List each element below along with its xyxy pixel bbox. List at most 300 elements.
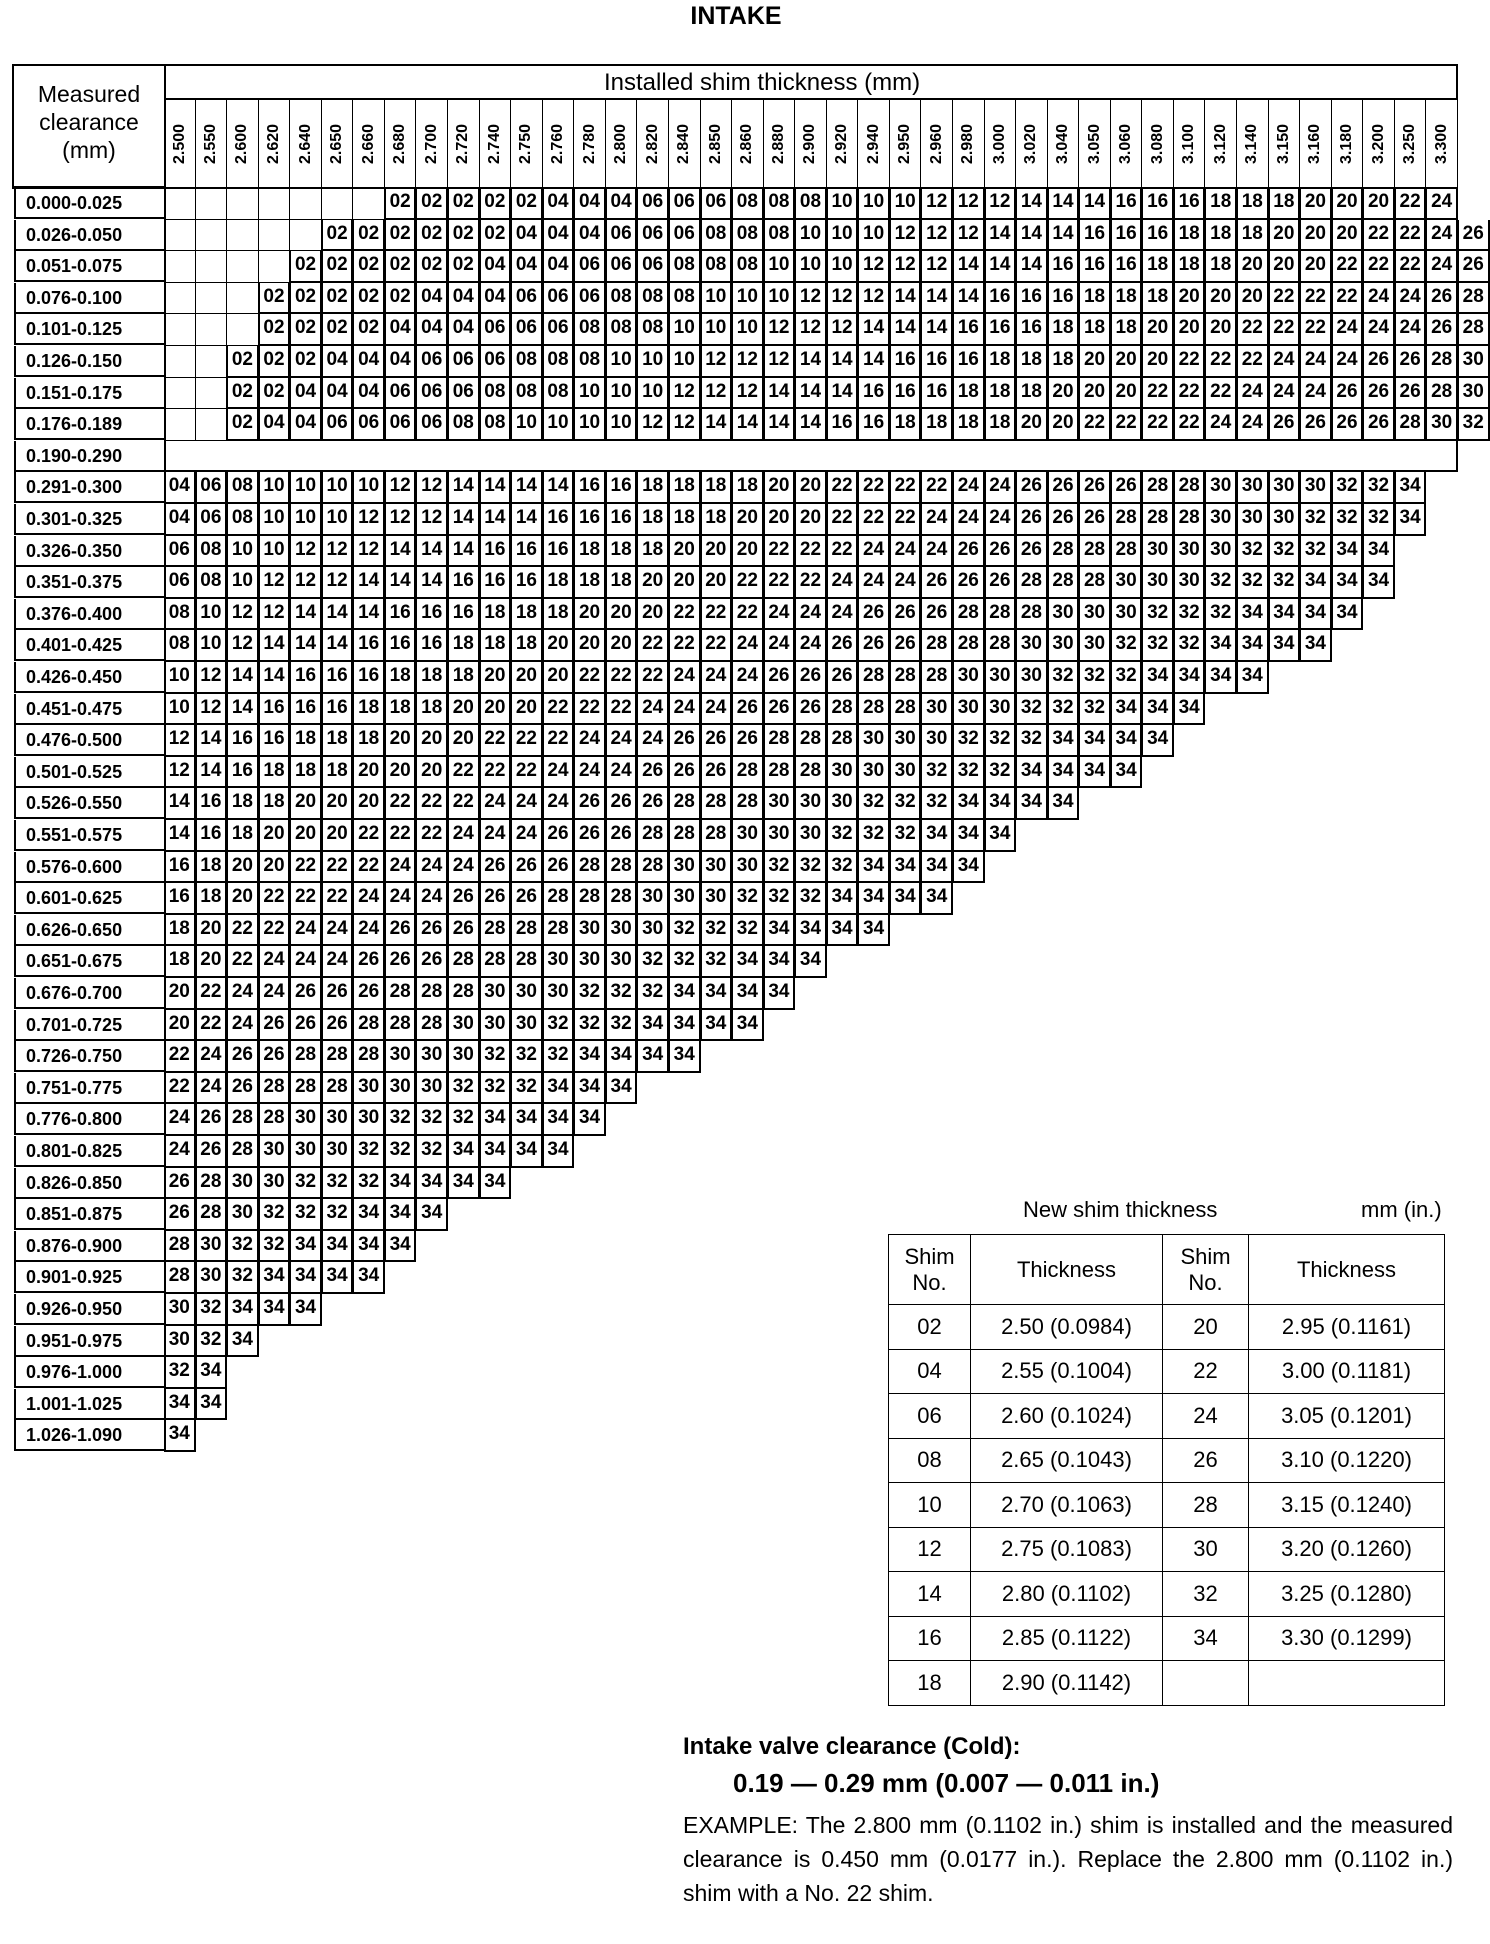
table-cell: 16 [480,536,512,568]
table-cell: 32 [448,1104,480,1136]
table-cell [196,378,228,410]
table-cell: 06 [669,220,701,252]
table-cell: 22 [511,725,543,757]
table-cell: 28 [353,1010,385,1042]
table-cell: 30 [322,1136,354,1168]
table-cell: 04 [448,283,480,315]
table-cell: 06 [448,378,480,410]
table-cell: 02 [290,314,322,346]
table-cell: 18 [1142,251,1174,283]
table-cell: 34 [701,978,733,1010]
table-cell: 34 [480,1136,512,1168]
table-cell: 26 [1363,409,1395,441]
table-cell: 20 [385,725,417,757]
table-cell: 22 [1111,409,1143,441]
column-header [827,100,859,188]
table-cell: 14 [448,472,480,504]
table-cell: 16 [985,314,1017,346]
column-header [732,100,764,188]
table-cell: 18 [164,915,196,947]
table-cell: 22 [1332,283,1364,315]
table-cell: 14 [196,757,228,789]
table-cell: 16 [385,599,417,631]
table-cell: 34 [1363,536,1395,568]
table-cell: 28 [480,915,512,947]
table-cell: 34 [953,788,985,820]
table-cell: 26 [606,820,638,852]
column-header-label: 2.850 [706,123,724,165]
table-cell [164,346,196,378]
table-cell: 24 [858,567,890,599]
table-cell: 28 [543,915,575,947]
row-label: 0.501-0.525 [14,757,166,788]
table-cell: 26 [385,915,417,947]
table-cell: 26 [543,820,575,852]
table-cell: 22 [1395,251,1427,283]
table-cell: 16 [196,820,228,852]
table-cell: 34 [1395,504,1427,536]
table-cell: 18 [416,694,448,726]
table-cell: 02 [259,314,291,346]
table-cell: 16 [259,694,291,726]
table-cell: 34 [1079,757,1111,789]
table-cell: 06 [669,188,701,220]
table-cell: 28 [543,883,575,915]
table-cell: 26 [1332,378,1364,410]
table-cell [259,188,291,220]
table-cell: 10 [732,283,764,315]
table-cell: 04 [290,378,322,410]
table-cell: 26 [385,946,417,978]
table-cell: 16 [1079,251,1111,283]
table-cell: 24 [480,788,512,820]
table-cell: 14 [1016,220,1048,252]
table-cell: 02 [322,251,354,283]
table-cell: 30 [637,915,669,947]
table-cell: 20 [1300,251,1332,283]
table-cell: 32 [1079,662,1111,694]
table-cell: 30 [543,946,575,978]
table-cell: 04 [543,251,575,283]
column-header-label: 2.500 [170,123,188,165]
table-cell: 28 [448,946,480,978]
table-cell: 34 [227,1326,259,1358]
table-cell: 20 [574,599,606,631]
row-label: 1.001-1.025 [14,1389,166,1420]
column-header-label: 2.640 [296,123,314,165]
table-cell: 04 [290,409,322,441]
table-cell: 22 [259,883,291,915]
table-cell: 24 [921,536,953,568]
table-cell: 16 [953,314,985,346]
column-header-label: 3.080 [1148,123,1166,165]
table-cell: 10 [795,220,827,252]
shim-number-cell: 26 [1163,1438,1249,1483]
table-cell: 12 [921,220,953,252]
table-cell: 20 [448,725,480,757]
table-cell: 16 [385,630,417,662]
table-cell: 28 [732,757,764,789]
table-cell: 08 [196,536,228,568]
column-header-label: 2.960 [927,123,945,165]
table-cell: 30 [701,852,733,884]
table-cell: 26 [416,915,448,947]
table-cell: 14 [227,694,259,726]
table-cell: 34 [637,1041,669,1073]
table-cell: 06 [574,283,606,315]
table-cell: 02 [385,283,417,315]
header-thickness-2: Thickness [1249,1235,1445,1305]
table-cell: 30 [385,1041,417,1073]
row-label: 0.351-0.375 [14,567,166,598]
table-cell: 22 [574,662,606,694]
table-cell: 20 [164,1010,196,1042]
table-cell: 26 [1395,378,1427,410]
table-cell: 20 [1142,314,1174,346]
table-cell: 18 [416,662,448,694]
table-cell [196,283,228,315]
table-cell: 06 [385,378,417,410]
table-cell: 30 [574,915,606,947]
table-cell: 34 [732,1010,764,1042]
table-cell: 14 [858,314,890,346]
table-cell: 22 [1142,409,1174,441]
table-cell: 26 [574,788,606,820]
column-header [574,100,606,188]
table-cell: 18 [1111,283,1143,315]
table-cell: 34 [858,915,890,947]
table-cell: 24 [1363,283,1395,315]
table-cell: 32 [1048,694,1080,726]
table-cell: 24 [1300,346,1332,378]
table-cell: 26 [196,1104,228,1136]
row-label: 0.976-1.000 [14,1357,166,1388]
table-cell [259,251,291,283]
table-cell: 20 [511,662,543,694]
table-cell: 34 [1205,662,1237,694]
table-cell: 32 [574,1010,606,1042]
table-cell: 16 [1048,283,1080,315]
table-cell: 20 [1048,378,1080,410]
table-cell: 34 [1048,757,1080,789]
table-cell: 24 [637,725,669,757]
table-cell: 32 [732,883,764,915]
table-cell: 04 [322,378,354,410]
table-cell: 02 [511,188,543,220]
table-cell: 18 [985,409,1017,441]
table-cell: 26 [795,662,827,694]
table-cell: 06 [606,220,638,252]
column-header [353,100,385,188]
table-cell: 24 [448,820,480,852]
table-cell: 16 [1079,220,1111,252]
table-cell: 32 [322,1199,354,1231]
table-cell: 30 [1174,536,1206,568]
table-cell: 30 [795,820,827,852]
table-cell: 26 [1458,251,1490,283]
table-cell: 04 [448,314,480,346]
table-cell: 24 [921,504,953,536]
table-cell: 06 [416,409,448,441]
table-cell: 26 [480,852,512,884]
table-cell: 32 [858,788,890,820]
column-header-label: 2.840 [675,123,693,165]
table-cell: 34 [764,946,796,978]
table-cell: 10 [353,472,385,504]
table-cell: 18 [259,757,291,789]
empty-row [164,441,1458,473]
column-header-label: 2.860 [738,123,756,165]
table-cell: 28 [1395,409,1427,441]
table-cell: 14 [827,346,859,378]
table-cell [196,188,228,220]
table-cell: 34 [164,1420,196,1452]
column-header [1174,100,1206,188]
table-cell: 12 [227,630,259,662]
table-cell: 28 [953,599,985,631]
table-cell: 20 [322,788,354,820]
table-cell: 24 [164,1104,196,1136]
table-cell: 22 [353,820,385,852]
table-cell: 04 [511,220,543,252]
column-group-title: Installed shim thickness (mm) [604,69,921,96]
table-cell [164,409,196,441]
column-header-label: 3.040 [1053,123,1071,165]
table-cell: 22 [764,567,796,599]
table-cell: 34 [322,1262,354,1294]
shim-thickness-cell: 3.20 (0.1260) [1249,1527,1445,1572]
table-cell: 24 [416,883,448,915]
table-cell: 20 [1079,378,1111,410]
table-cell: 34 [1048,788,1080,820]
table-cell: 26 [1426,314,1458,346]
table-cell: 24 [732,662,764,694]
table-cell: 30 [1458,378,1490,410]
table-cell: 02 [290,283,322,315]
table-cell: 16 [259,725,291,757]
table-cell: 34 [953,820,985,852]
table-cell: 24 [574,725,606,757]
table-cell: 26 [164,1199,196,1231]
table-cell: 30 [1205,504,1237,536]
table-cell: 14 [827,378,859,410]
table-cell: 28 [416,978,448,1010]
table-cell: 26 [985,567,1017,599]
table-cell: 30 [574,946,606,978]
table-cell: 28 [1458,314,1490,346]
table-cell: 14 [259,662,291,694]
table-cell: 34 [480,1104,512,1136]
table-cell: 20 [1269,220,1301,252]
table-cell: 30 [764,820,796,852]
table-cell: 08 [227,472,259,504]
column-header-label: 2.880 [769,123,787,165]
table-cell: 28 [1142,504,1174,536]
shim-table-row [889,1572,1445,1617]
table-cell: 30 [1111,567,1143,599]
column-header-label: 2.660 [359,123,377,165]
table-cell: 02 [448,220,480,252]
table-cell: 20 [1237,251,1269,283]
table-cell: 22 [1174,409,1206,441]
table-cell: 12 [259,599,291,631]
row-label: 0.876-0.900 [14,1231,166,1262]
table-cell: 16 [511,567,543,599]
table-cell: 32 [795,852,827,884]
table-cell: 18 [322,757,354,789]
table-cell: 22 [574,694,606,726]
table-cell: 16 [480,567,512,599]
table-cell: 04 [259,409,291,441]
table-cell: 02 [322,220,354,252]
table-cell: 10 [227,536,259,568]
table-cell: 20 [574,630,606,662]
table-cell: 28 [1174,472,1206,504]
table-cell: 34 [1269,630,1301,662]
row-label: 0.301-0.325 [14,504,166,535]
table-cell: 30 [196,1231,228,1263]
table-cell: 12 [764,314,796,346]
table-cell: 22 [890,504,922,536]
table-cell: 28 [322,1041,354,1073]
table-cell: 24 [669,662,701,694]
column-header [921,100,953,188]
table-cell: 24 [701,694,733,726]
table-cell: 34 [1205,630,1237,662]
table-cell: 08 [227,504,259,536]
table-cell: 26 [637,757,669,789]
table-cell: 26 [1079,504,1111,536]
table-cell: 20 [732,504,764,536]
table-cell: 18 [1016,346,1048,378]
shim-table-units: mm (in.) [1361,1197,1442,1222]
table-cell: 18 [353,694,385,726]
table-cell: 30 [1048,630,1080,662]
table-cell: 26 [290,978,322,1010]
table-cell: 24 [827,567,859,599]
table-cell: 32 [1458,409,1490,441]
table-cell: 34 [985,788,1017,820]
table-cell: 20 [353,757,385,789]
table-cell: 14 [985,220,1017,252]
row-label: 0.076-0.100 [14,283,166,314]
table-cell: 14 [890,314,922,346]
table-cell: 30 [227,1199,259,1231]
table-cell: 18 [1079,283,1111,315]
table-cell: 32 [1237,536,1269,568]
table-cell: 32 [353,1168,385,1200]
table-cell: 28 [290,1073,322,1105]
row-label: 0.751-0.775 [14,1073,166,1104]
row-label: 0.101-0.125 [14,314,166,345]
table-cell: 14 [448,536,480,568]
table-cell: 14 [480,472,512,504]
table-cell: 24 [227,1010,259,1042]
table-cell: 28 [827,725,859,757]
table-cell: 16 [543,504,575,536]
table-cell: 28 [196,1168,228,1200]
table-cell: 30 [1048,599,1080,631]
table-cell: 16 [164,852,196,884]
table-cell: 02 [416,220,448,252]
shim-number-cell: 32 [1163,1572,1249,1617]
table-cell: 26 [1363,378,1395,410]
table-cell: 24 [416,852,448,884]
column-header-label: 3.200 [1369,123,1387,165]
shim-number-cell: 30 [1163,1527,1249,1572]
table-cell: 30 [921,694,953,726]
table-cell: 32 [416,1136,448,1168]
table-cell: 32 [1332,472,1364,504]
row-label: 0.126-0.150 [14,346,166,377]
table-cell: 28 [858,662,890,694]
table-cell [164,251,196,283]
column-header [1016,100,1048,188]
column-header [858,100,890,188]
table-cell: 12 [227,599,259,631]
row-label: 0.576-0.600 [14,852,166,883]
table-cell: 10 [227,567,259,599]
table-cell: 24 [1426,188,1458,220]
table-cell: 06 [448,346,480,378]
table-cell: 32 [259,1231,291,1263]
table-cell: 16 [290,694,322,726]
table-cell: 26 [827,630,859,662]
table-cell: 34 [827,915,859,947]
table-cell: 34 [574,1041,606,1073]
row-label: 0.151-0.175 [14,378,166,409]
table-cell: 30 [259,1168,291,1200]
table-cell: 34 [385,1199,417,1231]
header-shim-word: Shim [904,1243,955,1269]
table-cell: 32 [1048,662,1080,694]
table-cell: 34 [1332,599,1364,631]
table-cell: 28 [227,1136,259,1168]
table-cell: 20 [1363,188,1395,220]
table-cell: 24 [196,1041,228,1073]
header-no-word: No. [1188,1269,1223,1295]
table-cell: 26 [701,757,733,789]
column-header [1079,100,1111,188]
table-cell: 34 [1174,694,1206,726]
table-cell: 04 [511,251,543,283]
table-cell: 08 [637,314,669,346]
row-label: 0.176-0.189 [14,409,166,440]
table-cell: 20 [795,472,827,504]
table-cell: 24 [890,567,922,599]
table-cell: 28 [669,820,701,852]
table-cell: 18 [890,409,922,441]
table-cell: 24 [574,757,606,789]
column-header-label: 3.020 [1022,123,1040,165]
table-cell: 30 [890,725,922,757]
table-cell: 20 [416,757,448,789]
table-cell: 30 [1269,504,1301,536]
table-cell: 14 [259,630,291,662]
table-cell: 18 [1174,251,1206,283]
table-cell: 10 [196,630,228,662]
table-cell: 06 [164,567,196,599]
table-cell: 26 [764,662,796,694]
table-cell: 28 [985,599,1017,631]
table-cell: 34 [921,820,953,852]
table-cell: 02 [353,314,385,346]
column-header [543,100,575,188]
table-cell: 26 [574,820,606,852]
table-cell: 32 [227,1231,259,1263]
table-cell: 18 [227,820,259,852]
table-cell: 02 [290,251,322,283]
